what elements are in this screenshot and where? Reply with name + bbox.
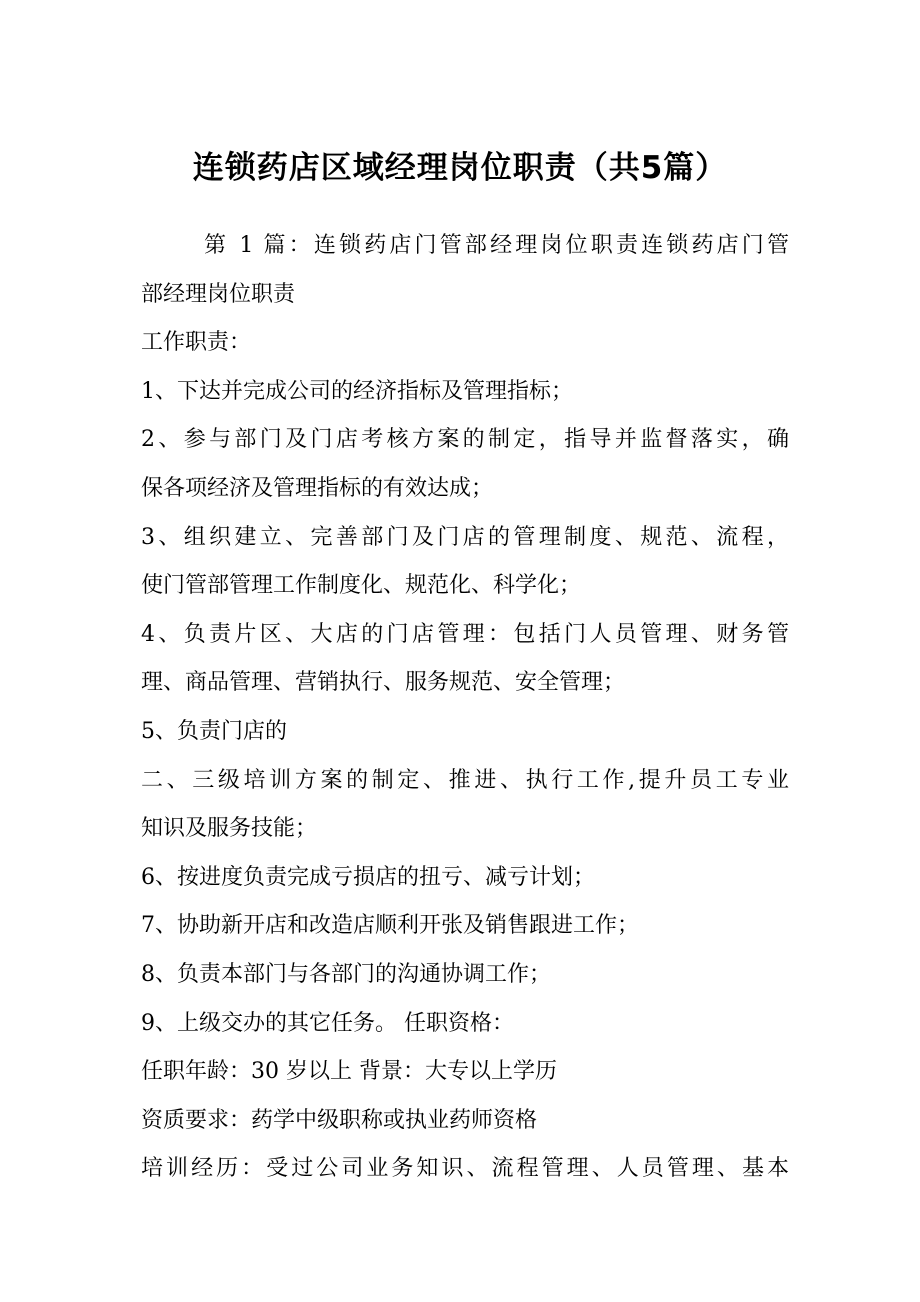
paragraph-line: 培训经历：受过公司业务知识、流程管理、人员管理、基本 [141,1156,789,1182]
paragraph-line: 知识及服务技能； [141,816,318,842]
paragraph-line: 工作职责： [141,330,252,356]
paragraph-line: 资质要求：药学中级职称或执业药师资格 [141,1107,538,1133]
paragraph-line: 9、上级交办的其它任务。 任职资格： [141,1010,514,1036]
paragraph-line: 使门管部管理工作制度化、规范化、科学化； [141,573,582,599]
paragraph-line: 2、参与部门及门店考核方案的制定，指导并监督落实，确 [141,427,789,453]
paragraph-line: 任职年龄：30 岁以上 背景：大专以上学历 [141,1059,557,1085]
paragraph-line: 3、组织建立、完善部门及门店的管理制度、规范、流程， [141,524,789,550]
paragraph-line: 1、下达并完成公司的经济指标及管理指标； [141,378,573,404]
paragraph-line: 4、负责片区、大店的门店管理：包括门人员管理、财务管 [141,621,789,647]
paragraph-line: 二、三级培训方案的制定、推进、执行工作,提升员工专业 [141,767,789,793]
paragraph-line: 第 1 篇：连锁药店门管部经理岗位职责连锁药店门管 [204,233,789,258]
paragraph-line: 7、协助新开店和改造店顺利开张及销售跟进工作； [141,913,639,939]
document-body [141,222,789,1194]
document-title: 连锁药店区域经理岗位职责（共5篇） [192,150,728,186]
paragraph-line: 保各项经济及管理指标的有效达成； [141,475,494,501]
paragraph-line: 8、负责本部门与各部门的沟通协调工作； [141,961,551,987]
paragraph-line: 部经理岗位职责 [141,281,296,307]
paragraph-line: 6、按进度负责完成亏损店的扭亏、减亏计划； [141,864,595,890]
paragraph-line: 5、负责门店的 [141,718,287,744]
paragraph-line: 理、商品管理、营销执行、服务规范、安全管理； [141,670,626,696]
